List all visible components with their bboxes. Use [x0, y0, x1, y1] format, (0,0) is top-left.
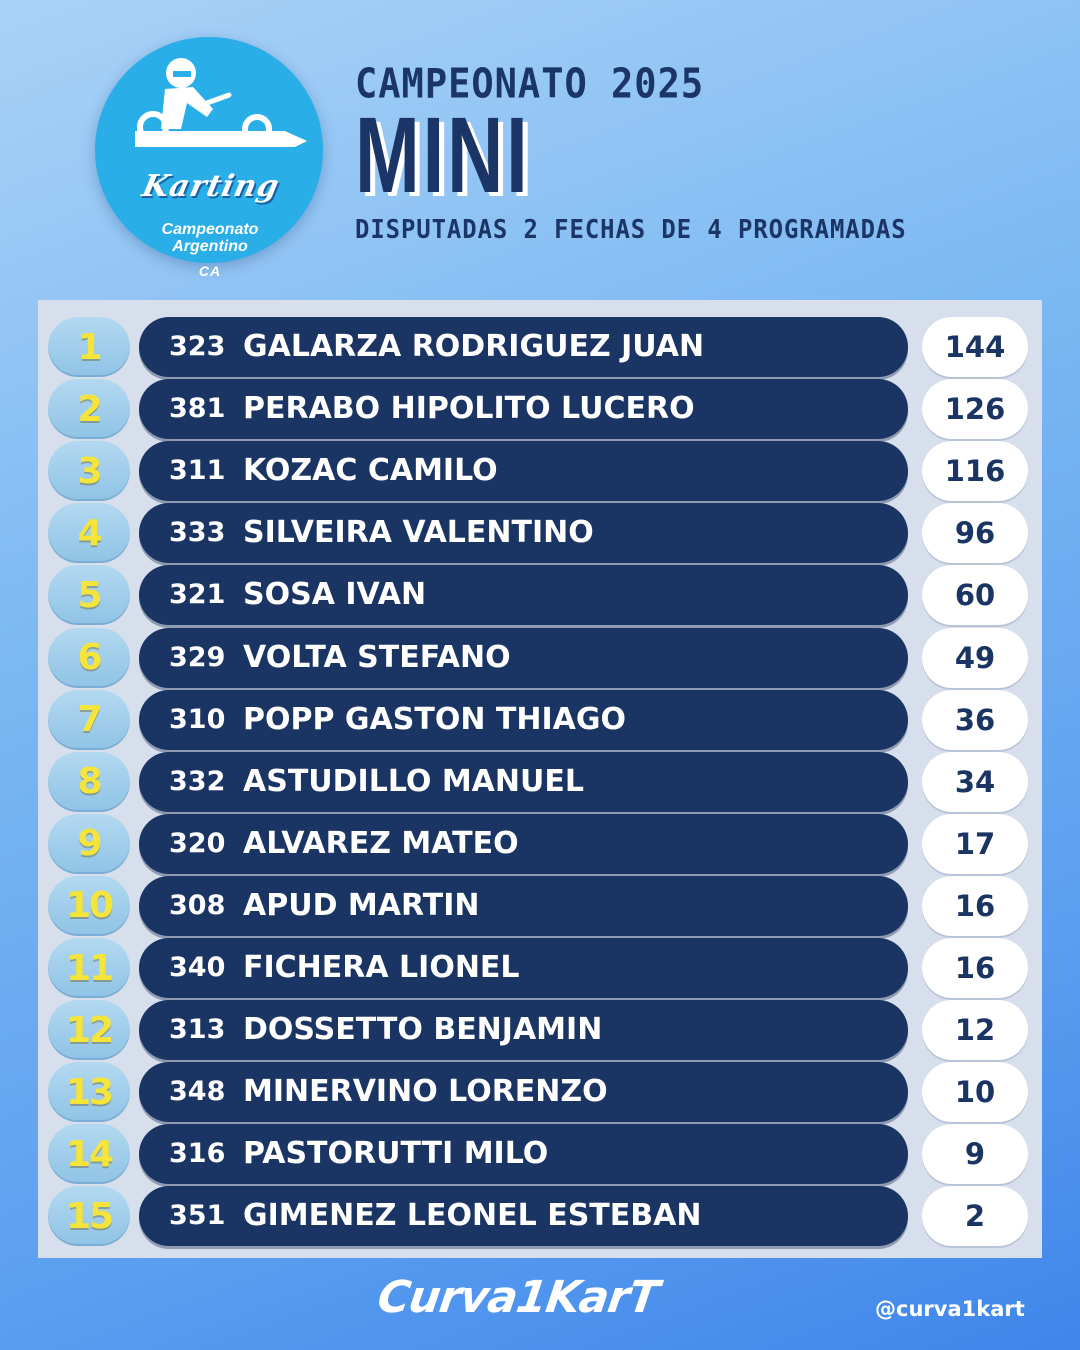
- kart-number: 313: [169, 1014, 226, 1046]
- points-badge: 2: [922, 1186, 1028, 1246]
- driver-name: PASTORUTTI MILO: [243, 1136, 549, 1172]
- table-row: [38, 938, 1042, 998]
- driver-name: SILVEIRA VALENTINO: [243, 515, 594, 551]
- position-badge: 7: [48, 690, 130, 750]
- driver-bar: [139, 1186, 908, 1246]
- logo-wordmark: Karting: [139, 169, 283, 204]
- table-row: [38, 1186, 1042, 1246]
- driver-name: SOSA IVAN: [243, 577, 427, 613]
- driver-bar: [139, 814, 908, 874]
- position-badge: 13: [48, 1062, 130, 1122]
- position-badge: 5: [48, 565, 130, 625]
- points-badge: 49: [922, 628, 1028, 688]
- points-badge: 36: [922, 690, 1028, 750]
- driver-bar: [139, 379, 908, 439]
- table-row: [38, 690, 1042, 750]
- driver-name: MINERVINO LORENZO: [243, 1074, 608, 1110]
- points-badge: 60: [922, 565, 1028, 625]
- logo-subtitle-line2: Argentino: [172, 238, 248, 255]
- table-row: [38, 1000, 1042, 1060]
- driver-bar: [139, 503, 908, 563]
- points-badge: 116: [922, 441, 1028, 501]
- driver-bar: [139, 565, 908, 625]
- points-badge: 16: [922, 876, 1028, 936]
- kart-number: 310: [169, 703, 226, 735]
- position-badge: 3: [48, 441, 130, 501]
- driver-name: GALARZA RODRIGUEZ JUAN: [243, 329, 705, 364]
- position-badge: 15: [48, 1186, 130, 1246]
- table-row: [38, 628, 1042, 688]
- social-handle: @curva1kart: [875, 1297, 1025, 1321]
- position-badge: 1: [48, 317, 130, 377]
- position-badge: 6: [48, 628, 130, 688]
- table-row: [38, 565, 1042, 625]
- kart-number: 351: [169, 1200, 226, 1232]
- position-badge: 9: [48, 814, 130, 874]
- driver-bar: [139, 1062, 908, 1122]
- logo-subtitle-line1: Campeonato: [161, 221, 259, 238]
- driver-bar: [139, 628, 908, 688]
- driver-name: KOZAC CAMILO: [243, 453, 498, 489]
- kart-number: 381: [169, 393, 226, 425]
- logo-acronym: CA: [198, 263, 222, 279]
- driver-bar: [139, 1124, 908, 1184]
- kart-number: 321: [169, 579, 226, 611]
- kart-number: 308: [169, 889, 226, 921]
- driver-bar: [139, 317, 908, 377]
- table-row: [38, 379, 1042, 439]
- position-badge: 12: [48, 1000, 130, 1060]
- points-badge: 16: [922, 938, 1028, 998]
- driver-name: VOLTA STEFANO: [243, 639, 511, 675]
- position-badge: 11: [48, 938, 130, 998]
- points-badge: 10: [922, 1062, 1028, 1122]
- driver-name: ALVAREZ MATEO: [243, 825, 519, 861]
- driver-name: POPP GASTON THIAGO: [243, 701, 626, 737]
- position-badge: 4: [48, 503, 130, 563]
- karting-logo: [95, 37, 323, 279]
- table-row: [38, 317, 1042, 377]
- category-title: MINI: [355, 94, 531, 215]
- table-row: [38, 441, 1042, 501]
- table-row: [38, 1062, 1042, 1122]
- driver-name: DOSSETTO BENJAMIN: [243, 1012, 603, 1048]
- points-badge: 144: [922, 317, 1028, 377]
- rounds-subtitle: DISPUTADAS 2 FECHAS DE 4 PROGRAMADAS: [355, 215, 907, 245]
- points-badge: 17: [922, 814, 1028, 874]
- driver-name: APUD MARTIN: [243, 887, 480, 923]
- points-badge: 34: [922, 752, 1028, 812]
- points-badge: 126: [922, 379, 1028, 439]
- driver-bar: [139, 441, 908, 501]
- kart-number: 348: [169, 1076, 226, 1108]
- position-badge: 8: [48, 752, 130, 812]
- table-row: [38, 814, 1042, 874]
- table-row: [38, 1124, 1042, 1184]
- points-badge: 12: [922, 1000, 1028, 1060]
- kart-number: 316: [169, 1138, 226, 1170]
- kart-number: 332: [169, 765, 226, 797]
- kart-number: 311: [169, 455, 226, 487]
- driver-bar: [139, 690, 908, 750]
- kart-number: 333: [169, 517, 226, 549]
- kart-number: 329: [169, 641, 226, 673]
- kart-number: 323: [169, 331, 226, 362]
- points-badge: 9: [922, 1124, 1028, 1184]
- driver-bar: [139, 876, 908, 936]
- standings-table: [38, 300, 1042, 1258]
- position-badge: 2: [48, 379, 130, 439]
- driver-bar: [139, 938, 908, 998]
- brand-logo: Curva1KarT: [374, 1272, 662, 1323]
- championship-title: CAMPEONATO 2025: [355, 60, 705, 108]
- driver-name: PERABO HIPOLITO LUCERO: [243, 391, 695, 427]
- kart-number: 340: [169, 952, 226, 983]
- table-row: [38, 876, 1042, 936]
- driver-name: ASTUDILLO MANUEL: [243, 763, 584, 799]
- position-badge: 14: [48, 1124, 130, 1184]
- driver-name: GIMENEZ LEONEL ESTEBAN: [243, 1198, 702, 1234]
- points-badge: 96: [922, 503, 1028, 563]
- position-badge: 10: [48, 876, 130, 936]
- table-row: [38, 503, 1042, 563]
- driver-name: FICHERA LIONEL: [243, 950, 520, 985]
- driver-bar: [139, 752, 908, 812]
- driver-bar: [139, 1000, 908, 1060]
- table-row: [38, 752, 1042, 812]
- kart-number: 320: [169, 827, 226, 859]
